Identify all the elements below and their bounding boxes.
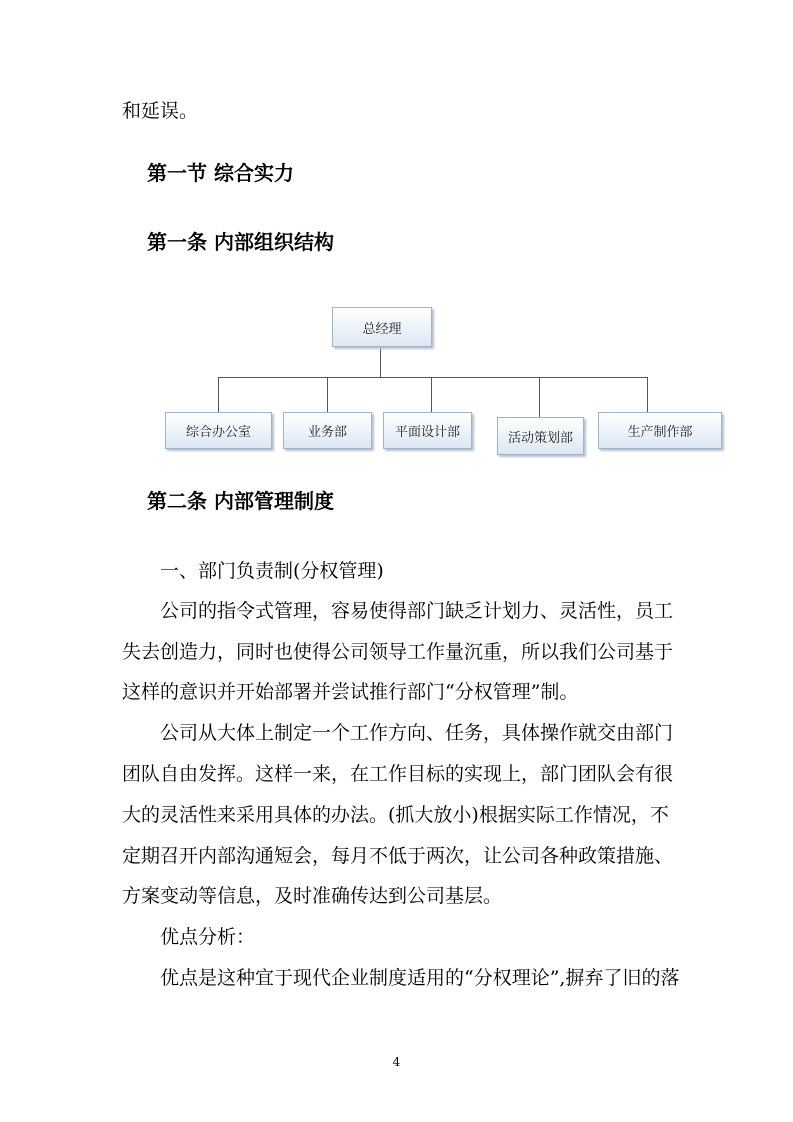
org-node: 平面设计部	[383, 412, 472, 449]
text-line: 团队自由发挥。这样一来，在工作目标的实现上，部门团队会有很	[122, 763, 674, 785]
org-node: 生产制作部	[598, 412, 722, 449]
org-node-root: 总经理	[332, 307, 432, 347]
org-node: 业务部	[283, 412, 372, 449]
text-line: 这样的意识并开始部署并尝试推行部门“分权管理”制。	[122, 681, 579, 703]
text-line: 公司的指令式管理，容易使得部门缺乏计划力、灵活性，员工	[160, 600, 674, 622]
text-line: 和延误。	[122, 100, 199, 122]
page-number: 4	[392, 1055, 401, 1069]
text-line: 优点分析：	[160, 926, 256, 948]
connector	[539, 377, 540, 417]
org-node: 综合办公室	[165, 412, 272, 449]
text-line: 方案变动等信息，及时准确传达到公司基层。	[122, 885, 503, 907]
text-line: 公司从大体上制定一个工作方向、任务，具体操作就交由部门	[160, 722, 674, 744]
article-title: 第二条 内部管理制度	[147, 489, 334, 513]
text-line: 定期召开内部沟通短会，每月不低于两次，让公司各种政策措施、	[122, 845, 674, 867]
connector	[431, 377, 432, 412]
org-node: 活动策划部	[497, 417, 584, 455]
connector	[327, 377, 328, 412]
text-line: 优点是这种宜于现代企业制度适用的“分权理论”,摒弃了旧的落	[160, 967, 680, 989]
connector	[380, 345, 381, 377]
text-line: 失去创造力，同时也使得公司领导工作量沉重，所以我们公司基于	[122, 641, 674, 663]
section-title: 第一节 综合实力	[147, 161, 294, 185]
text-line: 大的灵活性来采用具体的办法。(抓大放小)根据实际工作情况，不	[122, 804, 669, 826]
connector	[218, 377, 219, 412]
article-title: 第一条 内部组织结构	[147, 230, 334, 254]
connector	[647, 377, 648, 412]
subheading: 一、部门负责制(分权管理)	[160, 560, 384, 582]
connector	[218, 377, 648, 378]
